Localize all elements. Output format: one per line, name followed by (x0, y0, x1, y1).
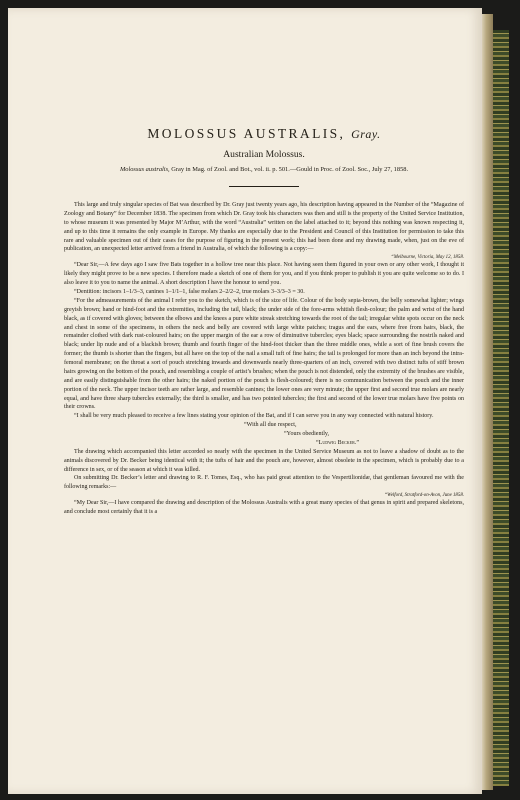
signoff-name: “Ludwig Becker.” (316, 439, 360, 446)
book-spine (482, 14, 493, 790)
paragraph-1: This large and truly singular species of Bat was described by Dr. Gray just twenty years ago, his description having appeared in the Number of the “Magazine of Zoology and Botany” for December 1838. The specimen from which Dr. Gray took his characters was then and still is the property of the United Service Institution, to whose museum it was presented by Major M’Arthur, with the word “Australia” written on the label attached to it; beyond this nothing was known respecting it, and up to this time it remains the only example in Europe. My thanks are especially due to the President and Council of this Institution for permission to take this rare and valuable specimen out of their cases for the purpose of figuring in the present work; this had been done and my drawing made, when, just on the eve of publication, an unexpected letter arrived from a friend in Australia, of which the following is a copy:— (64, 202, 464, 253)
body-text (64, 201, 464, 517)
paragraph-2: “Dear Sir,—A few days ago I saw five Bats together in a hollow tree near this place. Not having seen them figured in your own or any other work, I thought it likely they might prove to be a new species. I therefore made a sketch of one of them for you, and if you think proper to publish it you are quite welcome so to do. I also leave it to you to name the animal. A short description I have the honour to send you. (64, 262, 464, 287)
signoff-obediently: “Yours obediently, (284, 431, 330, 438)
reference-text: Gray in Mag. of Zool. and Bot., vol. ii. p. 501.—Gould in Proc. of Zool. Soc., July 27, 1858. (171, 166, 409, 173)
letter2-place-date: “Welford, Stratford-on-Avon, June 1858. (384, 493, 464, 499)
subtitle: Australian Molossus. (223, 149, 305, 160)
title-text: MOLOSSUS AUSTRALIS, (147, 126, 346, 141)
reference-name: Molossus australis, (119, 166, 170, 173)
paragraph-dentition: “Dentition: incisors 1–1/3–3, canines 1–1/1–1, false molars 2–2/2–2, true molars 3–3/3–3 = 30. (74, 289, 305, 296)
page-content (64, 126, 464, 517)
reference (64, 166, 464, 173)
paragraph-5: “I shall be very much pleased to receive a few lines stating your opinion of the Bat, and if I can serve you in any way connected with natural history. (74, 413, 434, 420)
title-author: Gray. (351, 127, 381, 141)
signoff-respect: “With all due respect, (244, 422, 297, 429)
letter-place-date: “Melbourne, Victoria, May 12, 1858. (391, 255, 464, 261)
divider-rule (229, 186, 299, 187)
book-page (8, 8, 482, 794)
paragraph-last: “My Dear Sir,—I have compared the drawing and description of the Molossus Australis with a great many species of that genus in spirit and prepared skeletons, and conclude most certainly that it is a (64, 500, 464, 516)
paragraph-7: On submitting Dr. Becker’s letter and drawing to R. F. Tomes, Esq., who has paid great attention to the Vespertilionidæ, that gentleman favoured me with the following remarks:— (64, 475, 464, 491)
paragraph-6: The drawing which accompanied this letter accorded so nearly with the specimen in the United Service Museum as not to leave a shadow of doubt as to the animals discovered by Dr. Becker being identical with it; the tufts of hair and the pouch are, however, almost obsolete in the specimen, which is probably due to a difference in sex, or of the season at which it was killed. (64, 448, 464, 473)
marbled-page-edge (493, 30, 509, 786)
page-title (64, 126, 464, 142)
paragraph-description: “For the admeasurements of the animal I refer you to the sketch, which is of the size of life. Colour of the body sepia-brown, the belly somewhat lighter; wings greyish brown; hand or hind-foot and the extremities, including the tail, black; the under side of the fore-arms whitish flesh-colour; the palm and wrist of the hand black, as if covered with gloves; between the elbows and the knees a pure white streak stretching towards the root of the tail; irregular white spots occur on the neck and chest in some of the specimens, in others the neck and belly are covered with large white patches; tragus and the ears, where free from hairs, black, the remainder clothed with dark rust-coloured hairs; on the upper margin of the ear a row of diminutive tubercles; eyes black; space surrounding the nostrils naked and black; under lip nude and of a blackish brown; thumb and fourth finger of the hind-foot thicker than the three middle ones, while a sort of fine brush covers the former; the thumb is shorter than the fingers, but all have on the top of the nail a small tuft of fine hairs; the tail is prolonged for more than an inch beyond the intra-femoral membrane; on the throat a sort of pouch stretching inwards and downwards nearly three-quarters of an inch, covered with two distinct tufts of stiff brown hairs growing on the bottom of the pouch, and resembling a couple of artist’s brushes; when the pouch is not distended, only the extremity of the brushes are visible, and are easily distinguishable from the other hairs; the naked portion of the pouch is flesh-coloured; there is no communication between the pouch and the inner portion of the neck. The upper incisor teeth are rather large, and resemble canines; the lower ones are very minute; the upper first and second true molars are nearly equal, and have three sharp tubercles externally; the third is smaller, and has two pointed tubercles; the first and second of the lower true molars have five points on their crowns. (64, 297, 464, 411)
